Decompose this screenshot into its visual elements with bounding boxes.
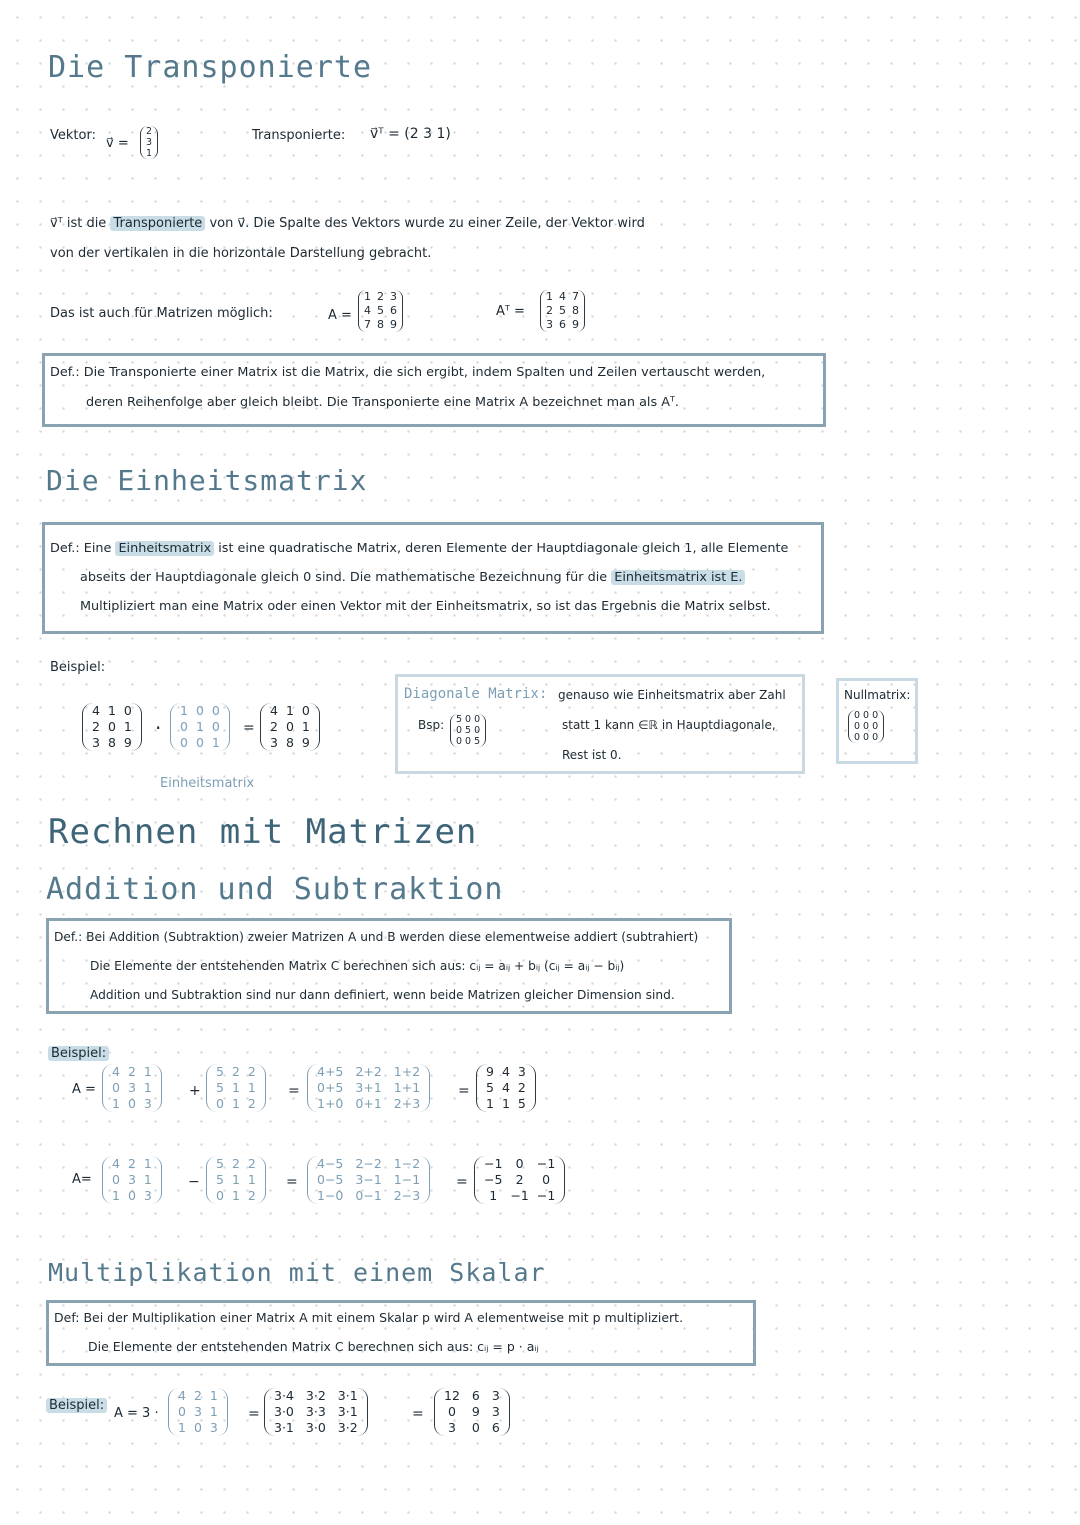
- sub-matrix-diff-cell-2-1: −1: [510, 1188, 529, 1203]
- matrix-A-cell-1-0: 4: [364, 304, 371, 317]
- add-matrix-steps-cell-0-0: 4+5: [317, 1064, 344, 1079]
- sub-matrix-A-cell-2-2: 3: [143, 1188, 152, 1203]
- identity-matrix-E-cell-1-1: 1: [195, 719, 204, 734]
- sub-matrix-B: [206, 1156, 266, 1204]
- transposed-value: v⃗ᵀ = (2 3 1): [370, 126, 451, 142]
- diag-text-1: genauso wie Einheitsmatrix aber Zahl: [558, 688, 786, 702]
- addsub-example-label: [48, 1046, 109, 1061]
- scalar-matrix-A-cell-2-0: 1: [178, 1420, 186, 1435]
- add-matrix-A: [102, 1064, 162, 1112]
- addsub-def-line-2: Die Elemente der entstehenden Matrix C berechnen sich aus: cᵢⱼ = aᵢⱼ + bᵢⱼ (cᵢⱼ = aᵢⱼ − bᵢⱼ): [90, 959, 625, 973]
- diagonal-matrix-D-cell-0-2: 0: [474, 714, 481, 725]
- sub-matrix-diff-cell-0-0: −1: [484, 1156, 503, 1171]
- add-matrix-steps: [307, 1064, 430, 1112]
- scalar-matrix-steps-cell-0-1: 3·2: [305, 1388, 326, 1403]
- matrix-AT-cell-0-0: 1: [546, 290, 553, 303]
- sub-matrix-A-cell-2-0: 1: [112, 1188, 120, 1203]
- identity-def-1c: ist eine quadratische Matrix, deren Elemente der Hauptdiagonale gleich 1, alle Elemente: [218, 541, 789, 556]
- add-matrix-steps-cell-0-1: 2+2: [355, 1064, 382, 1079]
- vector-lhs: v⃗ =: [106, 136, 129, 151]
- add-matrix-A-cell-2-1: 0: [127, 1096, 136, 1111]
- diagonal-matrix-D-cell-1-0: 0: [456, 725, 463, 736]
- matrix-AT-cell-2-0: 3: [546, 318, 553, 331]
- transposed-label: Transponierte:: [252, 128, 346, 143]
- null-matrix-N-cell-1-0: 0: [854, 721, 861, 732]
- identity-matrix-E-cell-0-0: 1: [180, 703, 188, 718]
- scalar-matrix-result: [434, 1388, 510, 1436]
- identity-def-line-2: [80, 570, 745, 585]
- add-matrix-A-cell-0-1: 2: [127, 1064, 136, 1079]
- sub-matrix-B-cell-2-1: 1: [231, 1188, 240, 1203]
- sub-matrix-B-cell-1-0: 5: [216, 1172, 224, 1187]
- matrix-A-cell-1-2: 6: [390, 304, 397, 317]
- identity-matrix-E-cell-0-2: 0: [211, 703, 220, 718]
- add-matrix-steps-cell-2-0: 1+0: [317, 1096, 344, 1111]
- add-matrix-B-cell-1-1: 1: [231, 1080, 240, 1095]
- matrix-A-cell-0-0: 1: [364, 290, 371, 303]
- matrix-A-cell-1-1: 5: [377, 304, 384, 317]
- add-matrix-B: [206, 1064, 266, 1112]
- scalar-matrix-A-cell-1-0: 0: [178, 1404, 186, 1419]
- identity-dot: ·: [155, 716, 162, 740]
- identity-matrix-M-cell-2-0: 3: [92, 735, 100, 750]
- null-matrix-N: [848, 710, 884, 743]
- add-matrix-sum-cell-1-1: 4: [501, 1080, 510, 1095]
- identity-matrix-M-cell-0-1: 1: [107, 703, 116, 718]
- matrix-AT-cell-1-1: 5: [559, 304, 566, 317]
- scalar-matrix-result-cell-0-2: 3: [491, 1388, 500, 1403]
- add-equals-2: =: [458, 1083, 470, 1099]
- transpose-def-line-2: deren Reihenfolge aber gleich bleibt. Die Transponierte eine Matrix A bezeichnet man als Aᵀ.: [86, 395, 679, 410]
- add-matrix-sum: [476, 1064, 536, 1112]
- sub-matrix-B-cell-1-2: 1: [247, 1172, 256, 1187]
- scalar-matrix-steps-cell-2-0: 3·1: [274, 1420, 294, 1435]
- scalar-example-label: [46, 1398, 107, 1413]
- addsub-example-highlight: Beispiel:: [48, 1046, 109, 1061]
- sub-matrix-B-cell-2-0: 0: [216, 1188, 224, 1203]
- diagonal-matrix-D-cell-2-2: 5: [474, 736, 481, 747]
- scalar-matrix-A-cell-2-1: 0: [193, 1420, 202, 1435]
- sub-matrix-steps-cell-0-2: 1−2: [393, 1156, 421, 1171]
- sub-matrix-diff: [474, 1156, 565, 1204]
- add-matrix-B-cell-2-1: 1: [231, 1096, 240, 1111]
- matrix-AT: [540, 290, 585, 332]
- matrix-AT-cell-0-2: 7: [572, 290, 579, 303]
- scalar-matrix-result-cell-2-0: 3: [447, 1420, 456, 1435]
- add-matrix-B-cell-0-1: 2: [231, 1064, 240, 1079]
- identity-matrix-M-cell-1-0: 2: [92, 719, 100, 734]
- scalar-equals-2: =: [412, 1406, 424, 1422]
- scalar-matrix-result-cell-0-1: 6: [471, 1388, 480, 1403]
- null-matrix-N-cell-0-1: 0: [863, 710, 870, 721]
- add-matrix-steps-cell-0-2: 1+2: [393, 1064, 421, 1079]
- add-matrix-A-cell-1-1: 3: [127, 1080, 136, 1095]
- identity-matrix-R-cell-2-1: 8: [285, 735, 294, 750]
- transpose-explain-line-1: [50, 216, 645, 231]
- identity-matrix-E-cell-1-0: 0: [180, 719, 188, 734]
- matrix-AT-cell-1-2: 8: [572, 304, 579, 317]
- add-matrix-A-cell-1-2: 1: [143, 1080, 152, 1095]
- add-matrix-sum-cell-2-0: 1: [486, 1096, 494, 1111]
- sub-matrix-A-cell-0-1: 2: [127, 1156, 136, 1171]
- sub-matrix-B-cell-2-2: 2: [247, 1188, 256, 1203]
- identity-matrix-E-cell-2-2: 1: [211, 735, 220, 750]
- sub-equals-2: =: [456, 1174, 468, 1190]
- add-matrix-sum-cell-2-2: 5: [517, 1096, 526, 1111]
- diag-bsp: Bsp:: [418, 718, 445, 732]
- sub-matrix-B-cell-0-1: 2: [231, 1156, 240, 1171]
- scalar-matrix-A-cell-0-2: 1: [209, 1388, 218, 1403]
- scalar-matrix-steps: [264, 1388, 368, 1436]
- matrix-AT-cell-2-2: 9: [572, 318, 579, 331]
- matrix-A-cell-2-0: 7: [364, 318, 371, 331]
- vector-matrix: [140, 126, 158, 159]
- sub-matrix-steps-cell-0-0: 4−5: [317, 1156, 344, 1171]
- add-matrix-B-cell-0-2: 2: [247, 1064, 256, 1079]
- identity-matrix-R-cell-0-2: 0: [301, 703, 310, 718]
- sub-matrix-A-cell-1-2: 1: [143, 1172, 152, 1187]
- sub-matrix-steps-cell-2-0: 1−0: [317, 1188, 344, 1203]
- add-matrix-A-cell-0-0: 4: [112, 1064, 120, 1079]
- add-matrix-B-cell-0-0: 5: [216, 1064, 224, 1079]
- identity-matrix-R-cell-2-2: 9: [301, 735, 310, 750]
- transpose-explain-line-2: von der vertikalen in die horizontale Darstellung gebracht.: [50, 246, 432, 261]
- scalar-matrix-steps-cell-0-0: 3·4: [274, 1388, 294, 1403]
- A-label: A =: [328, 308, 352, 323]
- null-matrix-N-cell-0-0: 0: [854, 710, 861, 721]
- identity-matrix-R-cell-1-2: 1: [301, 719, 310, 734]
- matrix-A-cell-2-2: 9: [390, 318, 397, 331]
- sub-matrix-A-cell-2-1: 0: [127, 1188, 136, 1203]
- matrix-A-cell-2-1: 8: [377, 318, 384, 331]
- scalar-matrix-result-cell-1-0: 0: [447, 1404, 456, 1419]
- identity-matrix-M-cell-0-0: 4: [92, 703, 100, 718]
- vector-matrix-cell-2-0: 1: [146, 148, 153, 159]
- identity-def-line-1: [50, 541, 788, 556]
- sub-matrix-diff-cell-2-0: 1: [489, 1188, 498, 1203]
- add-matrix-A-cell-2-0: 1: [112, 1096, 120, 1111]
- add-A-label: A =: [72, 1082, 96, 1097]
- add-matrix-steps-cell-2-1: 0+1: [355, 1096, 382, 1111]
- identity-matrix-E-cell-2-1: 0: [195, 735, 204, 750]
- heading-addsub: Addition und Subtraktion: [46, 872, 504, 907]
- sub-A-label: A=: [72, 1172, 92, 1187]
- scalar-matrix-steps-cell-1-1: 3·3: [305, 1404, 326, 1419]
- heading-transpose: Die Transponierte: [48, 50, 373, 85]
- null-matrix-N-cell-1-1: 0: [863, 721, 870, 732]
- addsub-def-line-3: Addition und Subtraktion sind nur dann definiert, wenn beide Matrizen gleicher Dimension sind.: [90, 988, 675, 1002]
- add-matrix-B-cell-1-2: 1: [247, 1080, 256, 1095]
- explain-1a: v⃗ᵀ ist die: [50, 216, 107, 231]
- scalar-matrix-A-cell-1-2: 1: [209, 1404, 218, 1419]
- vector-matrix-cell-1-0: 3: [146, 137, 153, 148]
- sub-matrix-steps-cell-1-2: 1−1: [393, 1172, 421, 1187]
- scalar-lhs: A = 3 ·: [114, 1406, 159, 1421]
- sub-matrix-steps-cell-1-0: 0−5: [317, 1172, 344, 1187]
- diag-text-3: Rest ist 0.: [562, 748, 622, 762]
- matrix-A-cell-0-1: 2: [377, 290, 384, 303]
- sub-matrix-A-cell-1-1: 3: [127, 1172, 136, 1187]
- sub-matrix-steps-cell-2-2: 2−3: [393, 1188, 421, 1203]
- scalar-matrix-result-cell-1-1: 9: [471, 1404, 480, 1419]
- scalar-matrix-A-cell-0-1: 2: [193, 1388, 202, 1403]
- scalar-matrix-result-cell-1-2: 3: [491, 1404, 500, 1419]
- null-matrix-N-cell-1-2: 0: [872, 721, 879, 732]
- add-matrix-sum-cell-1-0: 5: [486, 1080, 494, 1095]
- heading-scalar: Multiplikation mit einem Skalar: [48, 1258, 546, 1287]
- null-matrix-N-cell-2-2: 0: [872, 732, 879, 743]
- identity-matrix-R-cell-0-1: 1: [285, 703, 294, 718]
- sub-equals-1: =: [286, 1174, 298, 1190]
- scalar-matrix-steps-cell-2-1: 3·0: [305, 1420, 326, 1435]
- identity-matrix-R-cell-1-0: 2: [270, 719, 278, 734]
- identity-example-label: Beispiel:: [50, 660, 106, 675]
- identity-matrix-M-cell-1-1: 0: [107, 719, 116, 734]
- sub-matrix-A-cell-1-0: 0: [112, 1172, 120, 1187]
- scalar-matrix-A-cell-2-2: 3: [209, 1420, 218, 1435]
- heading-computing: Rechnen mit Matrizen: [48, 812, 478, 852]
- diagonal-matrix-D-cell-1-1: 5: [465, 725, 472, 736]
- scalar-def-line-2: Die Elemente der entstehenden Matrix C berechnen sich aus: cᵢⱼ = p · aᵢⱼ: [88, 1339, 539, 1354]
- sub-matrix-diff-cell-1-2: 0: [542, 1172, 551, 1187]
- add-matrix-A-cell-2-2: 3: [143, 1096, 152, 1111]
- sub-matrix-diff-cell-2-2: −1: [536, 1188, 556, 1203]
- add-plus: +: [189, 1083, 201, 1099]
- identity-E-caption: Einheitsmatrix: [160, 776, 255, 791]
- null-matrix-N-cell-2-0: 0: [854, 732, 861, 743]
- identity-def-1b-highlight: Einheitsmatrix: [115, 541, 214, 556]
- transpose-def-line-1: Def.: Die Transponierte einer Matrix ist die Matrix, die sich ergibt, indem Spalten und Zeilen vertauscht werden,: [50, 365, 766, 380]
- add-matrix-steps-cell-1-2: 1+1: [393, 1080, 421, 1095]
- diag-text-2: statt 1 kann ∈ℝ in Hauptdiagonale,: [562, 718, 776, 732]
- identity-matrix-M-cell-1-2: 1: [123, 719, 132, 734]
- add-matrix-steps-cell-2-2: 2+3: [393, 1096, 421, 1111]
- add-matrix-sum-cell-0-2: 3: [517, 1064, 526, 1079]
- sub-matrix-diff-cell-0-1: 0: [515, 1156, 524, 1171]
- add-matrix-sum-cell-0-1: 4: [501, 1064, 510, 1079]
- AT-label: Aᵀ =: [496, 304, 525, 319]
- scalar-matrix-steps-cell-0-2: 3·1: [337, 1388, 358, 1403]
- sub-matrix-steps-cell-0-1: 2−2: [355, 1156, 382, 1171]
- scalar-matrix-result-cell-0-0: 12: [444, 1388, 460, 1403]
- add-equals-1: =: [288, 1083, 300, 1099]
- scalar-matrix-A: [168, 1388, 228, 1436]
- sub-matrix-steps: [307, 1156, 430, 1204]
- matrix-AT-cell-1-0: 2: [546, 304, 553, 317]
- identity-matrix-R-cell-2-0: 3: [270, 735, 278, 750]
- diagonal-matrix-D-cell-2-0: 0: [456, 736, 463, 747]
- sub-minus: −: [188, 1174, 200, 1190]
- identity-matrix-M-cell-2-2: 9: [123, 735, 132, 750]
- sub-matrix-B-cell-1-1: 1: [231, 1172, 240, 1187]
- identity-matrix-E-cell-0-1: 0: [195, 703, 204, 718]
- add-matrix-sum-cell-2-1: 1: [501, 1096, 510, 1111]
- diagonal-matrix-D-cell-0-0: 5: [456, 714, 463, 725]
- diagonal-matrix-D-cell-1-2: 0: [474, 725, 481, 736]
- scalar-matrix-A-cell-1-1: 3: [193, 1404, 202, 1419]
- explain-1b-highlight: Transponierte: [110, 216, 205, 231]
- diagonal-matrix-D: [450, 714, 486, 747]
- sub-matrix-steps-cell-1-1: 3−1: [355, 1172, 382, 1187]
- add-matrix-A-cell-0-2: 1: [143, 1064, 152, 1079]
- identity-matrix-R-cell-1-1: 0: [285, 719, 294, 734]
- addsub-def-line-1: Def.: Bei Addition (Subtraktion) zweier Matrizen A und B werden diese elementweise addiert (subtrahiert): [54, 930, 699, 944]
- identity-def-2b-highlight: Einheitsmatrix ist E.: [611, 570, 745, 585]
- scalar-matrix-steps-cell-1-2: 3·1: [337, 1404, 358, 1419]
- sub-matrix-steps-cell-2-1: 0−1: [355, 1188, 382, 1203]
- sub-matrix-B-cell-0-2: 2: [247, 1156, 256, 1171]
- add-matrix-B-cell-2-2: 2: [247, 1096, 256, 1111]
- sub-matrix-B-cell-0-0: 5: [216, 1156, 224, 1171]
- identity-matrix-M: [82, 703, 142, 751]
- scalar-equals-1: =: [248, 1406, 260, 1422]
- identity-matrix-R: [260, 703, 320, 751]
- explain-1c: von v⃗. Die Spalte des Vektors wurde zu einer Zeile, der Vektor wird: [209, 216, 645, 231]
- identity-def-line-3: Multipliziert man eine Matrix oder einen Vektor mit der Einheitsmatrix, so ist das Ergebnis die Matrix selbst.: [80, 599, 771, 614]
- identity-def-1a: Def.: Eine: [50, 541, 112, 556]
- diag-title: Diagonale Matrix:: [404, 686, 548, 702]
- matrix-AT-cell-2-1: 6: [559, 318, 566, 331]
- scalar-matrix-result-cell-2-1: 0: [471, 1420, 480, 1435]
- scalar-matrix-steps-cell-1-0: 3·0: [274, 1404, 294, 1419]
- sub-matrix-A-cell-0-2: 1: [143, 1156, 152, 1171]
- diagonal-matrix-D-cell-0-1: 0: [465, 714, 472, 725]
- identity-matrix-M-cell-0-2: 0: [123, 703, 132, 718]
- matrix-A: [358, 290, 403, 332]
- vector-label: Vektor:: [50, 128, 96, 143]
- add-matrix-sum-cell-1-2: 2: [517, 1080, 526, 1095]
- null-matrix-N-cell-0-2: 0: [872, 710, 879, 721]
- matrix-A-cell-0-2: 3: [390, 290, 397, 303]
- matrix-intro: Das ist auch für Matrizen möglich:: [50, 306, 273, 321]
- scalar-matrix-A-cell-0-0: 4: [178, 1388, 186, 1403]
- heading-identity: Die Einheitsmatrix: [46, 464, 368, 497]
- identity-equals: =: [243, 720, 255, 736]
- sub-matrix-A-cell-0-0: 4: [112, 1156, 120, 1171]
- scalar-matrix-steps-cell-2-2: 3·2: [337, 1420, 358, 1435]
- add-matrix-steps-cell-1-1: 3+1: [355, 1080, 382, 1095]
- scalar-matrix-result-cell-2-2: 6: [491, 1420, 500, 1435]
- identity-def-2a: abseits der Hauptdiagonale gleich 0 sind. Die mathematische Bezeichnung für die: [80, 570, 608, 585]
- add-matrix-sum-cell-0-0: 9: [486, 1064, 494, 1079]
- identity-matrix-E-cell-1-2: 0: [211, 719, 220, 734]
- sub-matrix-diff-cell-0-2: −1: [536, 1156, 556, 1171]
- add-matrix-B-cell-1-0: 5: [216, 1080, 224, 1095]
- add-matrix-steps-cell-1-0: 0+5: [317, 1080, 344, 1095]
- sub-matrix-diff-cell-1-1: 2: [515, 1172, 524, 1187]
- identity-matrix-R-cell-0-0: 4: [270, 703, 278, 718]
- scalar-example-highlight: Beispiel:: [46, 1398, 107, 1413]
- identity-matrix-M-cell-2-1: 8: [107, 735, 116, 750]
- identity-matrix-E-cell-2-0: 0: [180, 735, 188, 750]
- sub-matrix-diff-cell-1-0: −5: [484, 1172, 503, 1187]
- null-matrix-N-cell-2-1: 0: [863, 732, 870, 743]
- vector-matrix-cell-0-0: 2: [146, 126, 153, 137]
- identity-matrix-E: [170, 703, 230, 751]
- add-matrix-A-cell-1-0: 0: [112, 1080, 120, 1095]
- matrix-AT-cell-0-1: 4: [559, 290, 566, 303]
- null-title: Nullmatrix:: [844, 688, 911, 702]
- sub-matrix-A: [102, 1156, 162, 1204]
- add-matrix-B-cell-2-0: 0: [216, 1096, 224, 1111]
- scalar-def-line-1: Def: Bei der Multiplikation einer Matrix A mit einem Skalar p wird A elementweise mit p multipliziert.: [54, 1310, 684, 1325]
- diagonal-matrix-D-cell-2-1: 0: [465, 736, 472, 747]
